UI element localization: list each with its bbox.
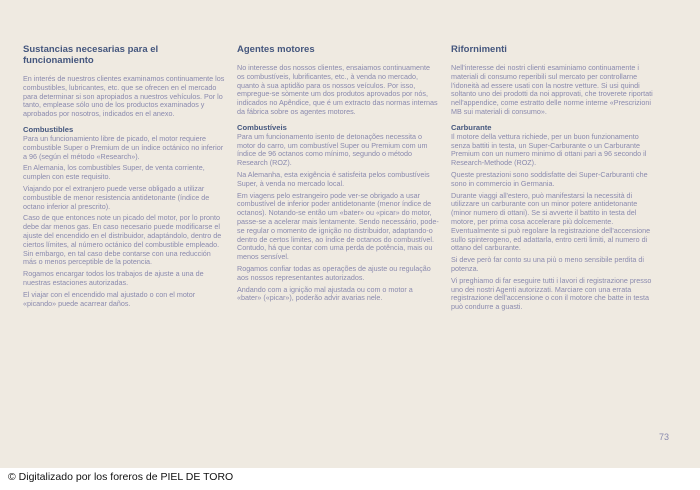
body-paragraph: Si deve però far conto su una più o meno sensibile perdita di potenza. — [451, 255, 644, 273]
section-title: Agentes motores — [237, 44, 315, 55]
body-paragraph: El viajar con el encendido mal ajustado o con el motor «picando» puede acarrear daños. — [23, 289, 196, 308]
subsection-title: Combustibles — [23, 124, 74, 134]
body-paragraph: Vi preghiamo di far eseguire tutti i lavori di registrazione presso uno dei nostri Agenti autorizzati. Marciare con una errata registrazione dell'accensione o con il motore che batte in testa può condurre a guasti. — [451, 275, 652, 312]
body-paragraph: Para um funcionamento isento de detonações necessita o motor do carro, um combustível Super ou Premium com um índice de 96 octanos como mínimo, segundo o método Research (ROZ). — [237, 131, 428, 168]
body-paragraph: Queste prestazioni sono soddisfatte dei Super-Carburanti che sono in commercio in Germania. — [451, 169, 648, 188]
section-title: Sustancias necesarias para el funcionamiento — [23, 44, 159, 66]
column-italian — [451, 44, 653, 315]
section-title: Rifornimenti — [451, 44, 507, 55]
body-paragraph: Durante viaggi all'estero, può manifestarsi la necessità di utilizzare un carburante con un minor potere antidetonante (minor numero di ottani). Se si avverte il battito in testa del motore, per prima cosa accelerare più dolcemente. Eventualmente si può regolare la registrazione dell'accensione sullo spinterogeno, ed adattarla, entro certi limiti, al numero di ottano del carburante. — [451, 190, 651, 253]
body-paragraph: En Alemania, los combustibles Super, de venta corriente, cumplen con este requisito. — [23, 163, 205, 182]
scan-credit: © Digitalizado por los foreros de PIEL DE TORO — [8, 471, 234, 483]
column-spanish — [23, 44, 225, 311]
body-paragraph: Andando com a ignição mal ajustada ou com o motor a «bater» («picar»), poderão advir avarias nele. — [237, 284, 413, 303]
body-paragraph: Il motore della vettura richiede, per un buon funzionamento senza battiti in testa, un Super-Carburante o un Carburante Premium con un numero minimo di ottani pari a 96 secondo il Research-Methode (ROZ). — [451, 131, 647, 168]
column-portuguese — [237, 44, 439, 306]
subsection-title: Carburante — [451, 122, 492, 132]
body-paragraph: Caso de que entonces note un picado del motor, por lo pronto debe dar menos gas. En caso necesario puede modificarse el ajuste del encendido en el distribuidor, adaptándolo, dentro de ciertos límites, al número octánico del combustible empleado. Sin embargo, en tal caso debe contarse con una reducción más o menos perceptible de la potencia. — [23, 213, 222, 267]
body-paragraph: Rogamos confiar todas as operações de ajuste ou regulação aos nossos representantes autorizados. — [237, 263, 431, 282]
body-paragraph: Rogamos encargar todos los trabajos de ajuste a una de nuestras estaciones autorizadas. — [23, 269, 204, 287]
body-paragraph: Na Alemanha, esta exigência é satisfeita pelos combustíveis Super, à venda no mercado local. — [237, 169, 430, 188]
body-paragraph: Para un funcionamiento libre de picado, el motor requiere combustible Super o Premium de un índice octánico no inferior a 96 (según el método «Research»). — [23, 133, 224, 161]
intro-paragraph: Nell'interesse dei nostri clienti esaminiamo continuamente i materiali di consumo reperibili sul mercato per controllarne l'idoneità ad essere usati con la nostre vetture. Si usi quindi soltanto uno dei prodotti da noi approvati, che troverete riportati nell'appendice, come estratto delle norme interne «Prescrizioni MB sui materiali di consumo». — [451, 63, 653, 116]
intro-paragraph: En interés de nuestros clientes examinamos continuamente los combustibles, lubricantes, etc. que se ofrecen en el mercado para determinar si son apropiados a nuestros vehículos. Por lo tanto, emplease sólo uno de los productos examinados y aprobados por nosotros, indicados en el anexo. — [23, 74, 225, 119]
body-paragraph: Viajando por el extranjero puede verse obligado a utilizar combustible de menor resistencia antidetonante (índice de octano inferior al prescrito). — [23, 183, 210, 211]
body-paragraph: Em viagens pelo estrangeiro pode ver-se obrigado a usar combustível de inferior poder antidetonante (menor índice de octanos). Notando-se então um «bater» ou «picar» do motor, passe-se a acelerar mais lentamente. Sendo necessário, pode-se regular o momento de ignição no distribuidor, adaptando-o dentro de certos limites, ao índice de octanos do combustível. Contudo, há que contar com uma perda de potência, mais ou menos sensível. — [237, 190, 439, 262]
page-number: 73 — [658, 432, 669, 442]
subsection-title: Combustíveis — [237, 122, 287, 132]
intro-paragraph: No interesse dos nossos clientes, ensaiamos continuamente os combustíveis, lubrificantes, etc., à venda no mercado, quanto à sua aptidão para os nossos veículos. Por isso, empregue-se sòmente um dos produtos aprovados por nós, indicados no Apêndice, que é um extracto das normas internas da fábrica sobre os agentes motores. — [237, 63, 438, 116]
